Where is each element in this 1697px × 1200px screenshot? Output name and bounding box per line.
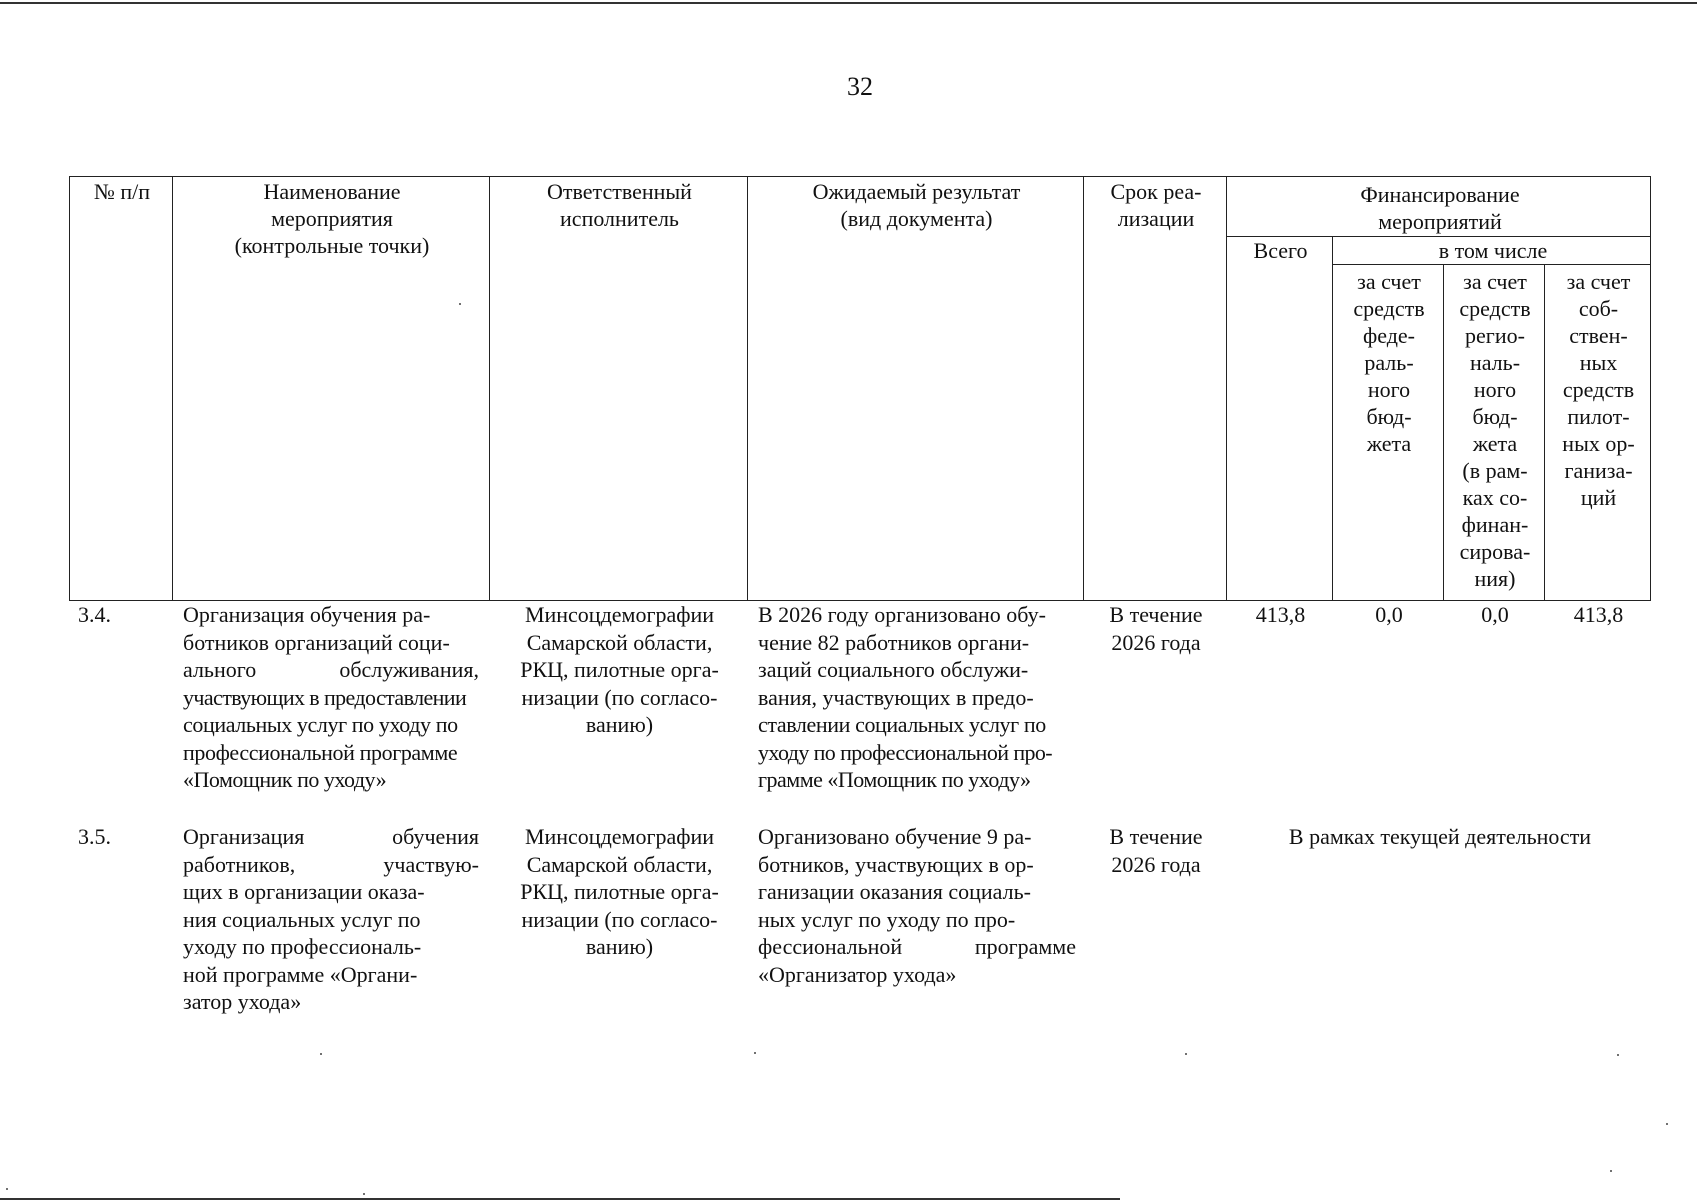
scan-speck (320, 1053, 322, 1055)
header-own: за счет соб- ствен- ных средств пилот- ных ор- ганиза- ций (1562, 269, 1635, 510)
header-term: Срок реа- лизации (1110, 179, 1202, 231)
scan-speck (1610, 1170, 1612, 1172)
row-responsible: Минсоцдемографии Самарской области, РКЦ, пилотные орга- низации (по согласо- ванию) (520, 602, 719, 737)
header-result: Ожидаемый результат (вид документа) (812, 179, 1021, 231)
header-including: в том числе (1438, 238, 1548, 263)
header-federal: за счет средств феде- раль- ного бюд- жета (1353, 269, 1425, 456)
row-responsible: Минсоцдемографии Самарской области, РКЦ, пилотные орга- низации (по согласо- ванию) (520, 824, 719, 959)
scan-speck (6, 1188, 8, 1190)
scan-speck (1666, 1123, 1668, 1125)
row-number: 3.4. (78, 602, 111, 627)
scan-edge-top (0, 2, 1697, 4)
header-name: Наименование мероприятия (контрольные точки) (234, 179, 430, 258)
row-result: В 2026 году организовано обу- чение 82 работников органи- заций социального обслужи- вания, участвующих в предо- ставлении социальных услуг по уходу по профессиональной про- грамме «Помощник по уходу» (758, 602, 1053, 792)
row-financing-note: В рамках текущей деятельности (1288, 824, 1592, 849)
page-number: 32 (847, 72, 873, 101)
header-number: № п/п (93, 179, 151, 204)
scan-speck (754, 1052, 756, 1054)
row-name: Организация обучения работников, участвую- щих в организации оказа- ния социальных услуг по уходу по профессиональ- ной программе «Органи- затор ухода» (183, 824, 479, 1014)
row-own: 413,8 (1573, 602, 1624, 627)
scan-speck (1617, 1054, 1619, 1056)
row-total: 413,8 (1255, 602, 1306, 627)
header-responsible: Ответственный исполнитель (547, 179, 692, 231)
row-regional: 0,0 (1481, 602, 1509, 627)
scan-speck (459, 303, 461, 305)
header-total: Всего (1253, 238, 1308, 263)
row-federal: 0,0 (1375, 602, 1403, 627)
header-financing: Финансирование мероприятий (1360, 182, 1520, 234)
row-result: Организовано обучение 9 ра- ботников, участвующих в ор- ганизации оказания социаль- ных услуг по уходу по про- фессиональной программе «Организатор ухода» (758, 824, 1076, 987)
header-regional: за счет средств регио- наль- ного бюд- жета (в рам- ках со- финан- сирова- ния) (1459, 269, 1531, 591)
row-term: В течение 2026 года (1109, 602, 1203, 655)
row-name: Организация обучения ра- ботников организаций соци- ального обслуживания, участвующих в предоставлении социальных услуг по уходу по профессиональной программе «Помощник по уходу» (183, 602, 479, 792)
row-number: 3.5. (78, 824, 111, 849)
row-term: В течение 2026 года (1109, 824, 1203, 877)
scan-speck (1185, 1053, 1187, 1055)
scan-speck (363, 1193, 365, 1195)
